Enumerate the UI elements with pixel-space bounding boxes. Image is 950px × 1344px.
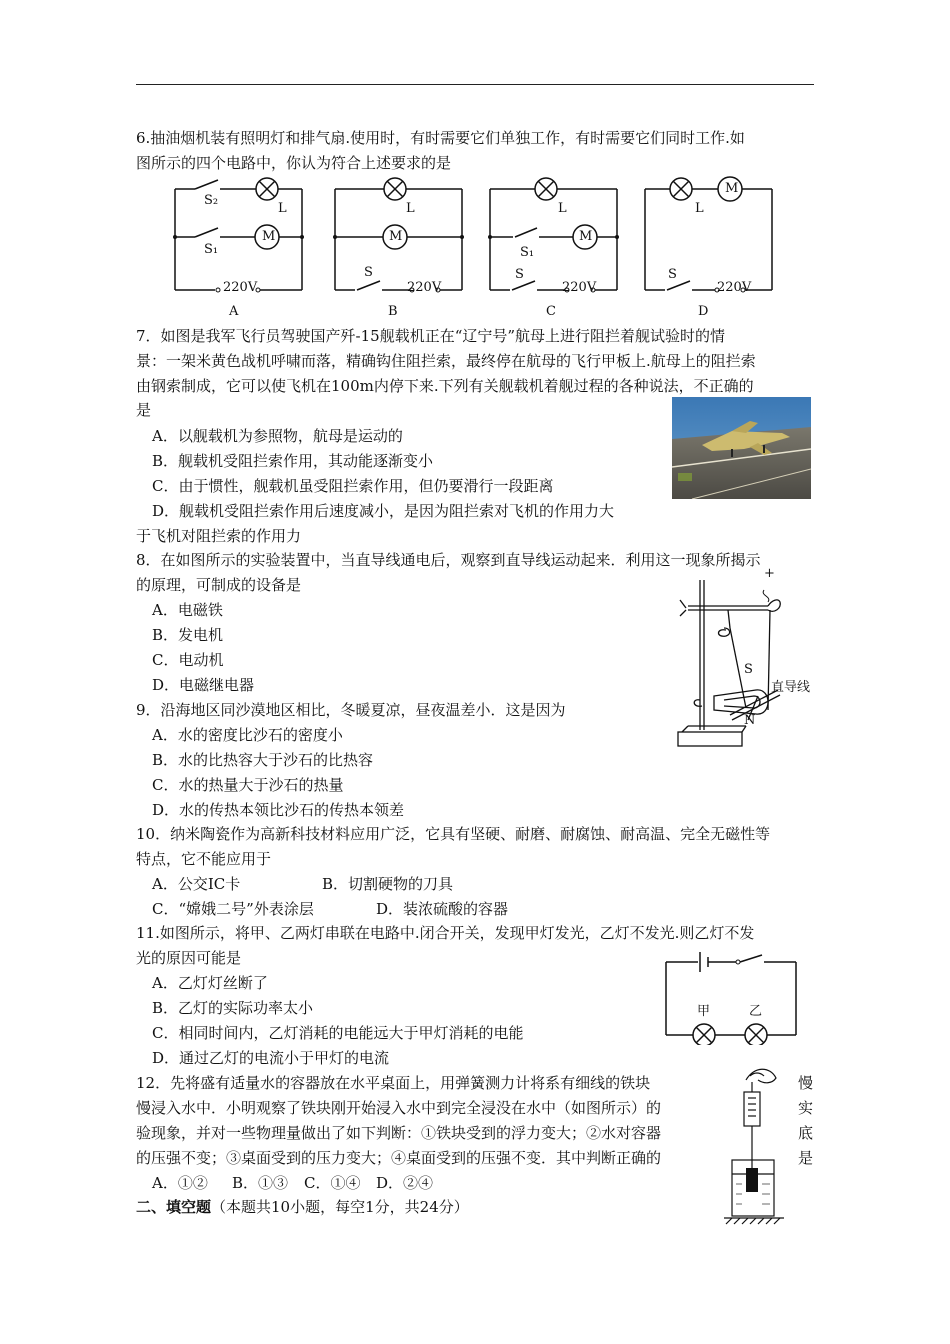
circuit-d-label-m: M (725, 181, 739, 196)
q7-stem-2: 景：一架米黄色战机呼啸而落，精确钩住阻拦索，最终停在航母的飞行甲板上.航母上的阻拦索 (136, 352, 756, 370)
circuit-c-label-s1: S₁ (520, 245, 535, 260)
q12-stem-2-end: 实 (798, 1099, 814, 1117)
q10-option-c: C．“嫦娥二号”外表涂层 (152, 900, 314, 918)
q6-stem-1: 6.抽油烟机装有照明灯和排气扇.使用时，有时需要它们单独工作，有时需要它们同时工作.如 (136, 129, 745, 147)
q7-option-b: B．舰载机受阻拦索作用，其动能逐渐变小 (152, 452, 434, 470)
circuit-a-label-220v: 220V (223, 280, 258, 295)
q7-option-d-2: 于飞机对阻拦索的作用力 (136, 527, 302, 545)
spring-scale-beaker-diagram (724, 1062, 794, 1227)
q11-stem-1: 11.如图所示，将甲、乙两灯串联在电路中.闭合开关，发现甲灯发光，乙灯不发光.则乙灯不发 (136, 924, 755, 942)
circuit-b-label-s: S (364, 265, 373, 280)
circuit-b-caption: B (388, 304, 398, 319)
q8-fig-n-pole: N (744, 713, 756, 728)
q10-stem-2: 特点，它不能应用于 (136, 850, 272, 868)
q8-stem-2: 的原理，可制成的设备是 (136, 576, 302, 594)
circuit-a-label-l: L (278, 201, 287, 216)
circuit-c-label-s: S (515, 267, 524, 282)
circuit-b-label-m: M (389, 229, 403, 244)
q7-option-c: C．由于惯性，舰载机虽受阻拦索作用，但仍要滑行一段距离 (152, 477, 554, 495)
q12-stem-1: 12．先将盛有适量水的容器放在水平桌面上，用弹簧测力计将系有细线的铁块 (136, 1074, 651, 1092)
q12-option-c: C．①④ (304, 1174, 361, 1192)
electromagnet-apparatus-diagram (668, 570, 818, 760)
circuit-c-label-m: M (579, 229, 593, 244)
q10-stem-1: 10．纳米陶瓷作为高新科技材料应用广泛，它具有坚硬、耐磨、耐腐蚀、耐高温、完全无磁性等 (136, 825, 771, 843)
circuit-c-caption: C (546, 304, 556, 319)
q10-option-a: A．公交IC卡 (152, 875, 241, 893)
circuit-d-label-l: L (695, 201, 704, 216)
q11-fig-lamp-jia: 甲 (697, 1004, 711, 1019)
aircraft-carrier-photo (672, 397, 811, 499)
circuit-c-label-l: L (558, 201, 567, 216)
circuit-d-label-s: S (668, 267, 677, 282)
q12-stem-2: 慢浸入水中．小明观察了铁块刚开始浸入水中到完全浸没在水中（如图所示）的 (136, 1099, 662, 1117)
q9-option-b: B．水的比热容大于沙石的比热容 (152, 751, 374, 769)
q9-stem-1: 9．沿海地区同沙漠地区相比，冬暖夏凉，昼夜温差小．这是因为 (136, 701, 566, 719)
section-2-title: 二、填空题 (136, 1198, 212, 1216)
circuit-d-caption: D (698, 304, 709, 319)
circuit-a-label-m: M (262, 229, 276, 244)
q11-option-a: A．乙灯灯丝断了 (152, 974, 268, 992)
q11-option-d: D．通过乙灯的电流小于甲灯的电流 (152, 1049, 390, 1067)
circuit-b-label-l: L (406, 201, 415, 216)
q11-stem-2: 光的原因可能是 (136, 949, 242, 967)
section-2-heading (136, 1197, 469, 1217)
q12-option-d: D．②④ (376, 1174, 434, 1192)
q9-option-a: A．水的密度比沙石的密度小 (152, 726, 343, 744)
q11-fig-lamp-yi: 乙 (749, 1004, 763, 1019)
q12-stem-3-end: 底 (798, 1124, 814, 1142)
circuit-a-label-s1: S₁ (204, 242, 219, 257)
q8-option-d: D．电磁继电器 (152, 676, 255, 694)
circuit-d-label-220v: 220V (717, 280, 752, 295)
circuit-b-label-220v: 220V (407, 280, 442, 295)
q7-stem-1: 7．如图是我军飞行员驾驶国产歼-15舰载机正在“辽宁号”航母上进行阻拦着舰试验时的情 (136, 327, 726, 345)
circuit-a-label-s2: S₂ (204, 193, 219, 208)
q8-option-c: C．电动机 (152, 651, 224, 669)
q8-option-a: A．电磁铁 (152, 601, 223, 619)
q12-stem-4: 的压强不变；③桌面受到的压力变大；④桌面受到的压强不变．其中判断正确的 (136, 1149, 662, 1167)
q11-option-b: B．乙灯的实际功率太小 (152, 999, 314, 1017)
q12-option-b: B．①③ (232, 1174, 289, 1192)
q12-option-a: A．①② (152, 1174, 208, 1192)
header-rule (136, 84, 814, 85)
q12-stem-3: 验现象，并对一些物理量做出了如下判断：①铁块受到的浮力变大；②水对容器 (136, 1124, 662, 1142)
q12-stem-4-end: 是 (798, 1149, 814, 1167)
q10-option-d: D．装浓硫酸的容器 (376, 900, 509, 918)
q6-stem-2: 图所示的四个电路中，你认为符合上述要求的是 (136, 154, 452, 172)
circuit-c-diagram (485, 175, 625, 305)
q8-fig-s-pole: S (744, 662, 753, 677)
q9-option-d: D．水的传热本领比沙石的传热本领差 (152, 801, 405, 819)
q9-option-c: C．水的热量大于沙石的热量 (152, 776, 344, 794)
q8-fig-plus: + (764, 566, 775, 581)
q12-stem-1-end: 慢 (798, 1074, 814, 1092)
circuit-c-label-220v: 220V (562, 280, 597, 295)
q7-option-d-1: D．舰载机受阻拦索作用后速度减小，是因为阻拦索对飞机的作用力大 (152, 502, 615, 520)
q8-stem-1: 8．在如图所示的实验装置中，当直导线通电后，观察到直导线运动起来．利用这一现象所揭示 (136, 551, 761, 569)
q7-option-a: A．以舰载机为参照物，航母是运动的 (152, 427, 403, 445)
q8-option-b: B．发电机 (152, 626, 224, 644)
q8-fig-wire-label: 直导线 (771, 680, 811, 695)
q7-stem-4: 是 (136, 401, 152, 419)
circuit-a-caption: A (229, 304, 239, 319)
q10-option-b: B．切割硬物的刀具 (322, 875, 454, 893)
series-lamps-circuit-diagram (662, 950, 802, 1045)
q11-option-c: C．相同时间内，乙灯消耗的电能远大于甲灯消耗的电能 (152, 1024, 524, 1042)
q7-stem-3: 由钢索制成，它可以使飞机在100m内停下来.下列有关舰载机着舰过程的各种说法，不正确的 (136, 377, 754, 395)
section-2-note: （本题共10小题，每空1分，共24分） (211, 1198, 469, 1216)
circuit-d-diagram (640, 175, 780, 305)
